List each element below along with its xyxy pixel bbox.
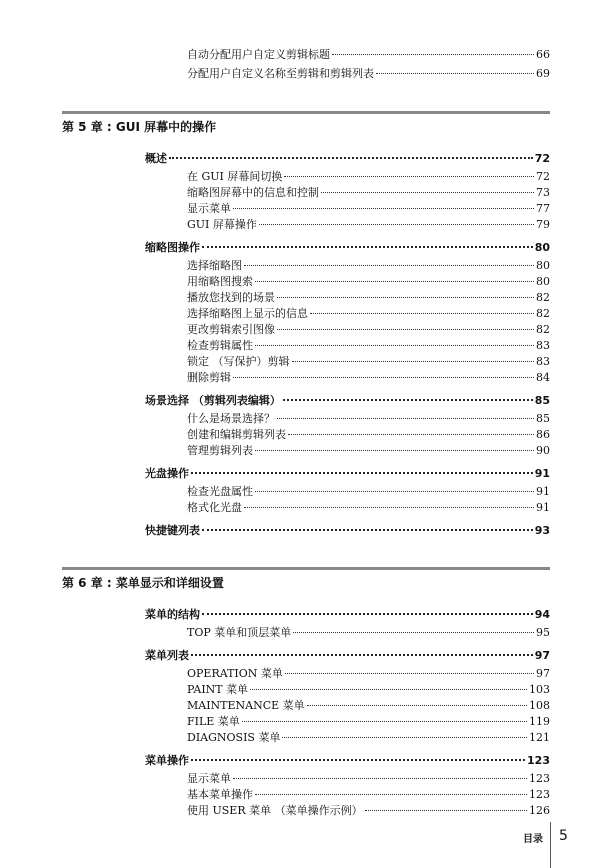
toc-page-number: 123 [529, 788, 550, 801]
toc-subitem-title: 管理剪辑列表 [187, 444, 253, 457]
toc-subitem[interactable] [187, 305, 550, 321]
toc-subitem-title: 格式化光盘 [187, 501, 242, 514]
toc-subitem[interactable] [187, 257, 550, 273]
toc-subitem-title: 选择缩略图上显示的信息 [187, 307, 308, 320]
toc-subitem[interactable] [187, 321, 550, 337]
leader-dots [202, 529, 533, 531]
toc-subitem[interactable] [187, 802, 550, 818]
toc-subitem-title: 基本菜单操作 [187, 788, 253, 801]
toc-page-number: 84 [536, 371, 550, 384]
toc-subitem-title: 检查剪辑属性 [187, 339, 253, 352]
leader-dots [191, 759, 525, 761]
toc-subitem[interactable] [187, 168, 550, 184]
toc-subitem-title: 锁定 （写保护）剪辑 [187, 355, 290, 368]
toc-page-number: 66 [536, 48, 550, 61]
toc-page-number: 123 [527, 754, 550, 767]
leader-dots [277, 329, 534, 330]
leader-dots [233, 208, 534, 209]
toc-page-number: 83 [536, 355, 550, 368]
toc-subitem-title: OPERATION 菜单 [187, 667, 283, 680]
leader-dots [233, 778, 527, 779]
toc-subitem-title: 显示菜单 [187, 772, 231, 785]
toc-subitem[interactable] [187, 499, 550, 515]
toc-page-number: 80 [534, 241, 550, 254]
toc-subitem-title: 检查光盘属性 [187, 485, 253, 498]
toc-page-number: 77 [536, 202, 550, 215]
leader-dots [202, 613, 533, 615]
toc-subitem[interactable] [187, 65, 550, 81]
toc-subitem-title: TOP 菜单和顶层菜单 [187, 626, 292, 639]
toc-page-number: 108 [529, 699, 550, 712]
leader-dots [283, 399, 533, 401]
toc-section-title: 菜单的结构 [145, 608, 200, 621]
toc-section-title: 概述 [145, 152, 167, 165]
toc-page-number: 103 [529, 683, 550, 696]
leader-dots [191, 654, 533, 656]
leader-dots [277, 297, 534, 298]
toc-subitem[interactable] [187, 665, 550, 681]
toc-subitem[interactable] [187, 483, 550, 499]
toc-section-title: 缩略图操作 [145, 241, 200, 254]
toc-page-number: 94 [534, 608, 550, 621]
toc-page-number: 72 [536, 170, 550, 183]
leader-dots [293, 632, 534, 633]
leader-dots [365, 810, 527, 811]
toc-page-number: 93 [534, 524, 550, 537]
toc-subitem[interactable] [187, 786, 550, 802]
toc-section[interactable] [145, 465, 550, 481]
toc-subitem[interactable] [187, 273, 550, 289]
leader-dots [284, 176, 534, 177]
toc-subitem-title: 使用 USER 菜单 （菜单操作示例） [187, 804, 363, 817]
toc-subitem[interactable] [187, 216, 550, 232]
toc-page-number: 79 [536, 218, 550, 231]
leader-dots [292, 361, 535, 362]
leader-dots [255, 794, 527, 795]
toc-section[interactable] [145, 606, 550, 622]
leader-dots [169, 157, 533, 159]
toc-subitem[interactable] [187, 426, 550, 442]
toc-subitem-title: 什么是场景选择？ [187, 412, 275, 425]
leader-dots [376, 73, 534, 74]
leader-dots [321, 192, 534, 193]
leader-dots [285, 673, 534, 674]
toc-page-number: 119 [529, 715, 550, 728]
footer-section-label: 目录 [523, 834, 543, 845]
toc-page-number: 72 [534, 152, 550, 165]
chapter-divider [62, 567, 550, 570]
toc-page-number: 121 [529, 731, 550, 744]
leader-dots [277, 418, 534, 419]
leader-dots [242, 721, 527, 722]
leader-dots [244, 265, 534, 266]
leader-dots [255, 281, 534, 282]
toc-page-number: 82 [536, 307, 550, 320]
leader-dots [255, 450, 534, 451]
toc-page-number: 90 [536, 444, 550, 457]
toc-page-number: 95 [536, 626, 550, 639]
toc-subitem-title: 缩略图屏幕中的信息和控制 [187, 186, 319, 199]
toc-page-number: 83 [536, 339, 550, 352]
toc-subitem[interactable] [187, 46, 550, 62]
toc-page-number: 91 [536, 501, 550, 514]
leader-dots [255, 345, 534, 346]
toc-page-number: 91 [534, 467, 550, 480]
toc-subitem[interactable] [187, 200, 550, 216]
toc-page-number: 91 [536, 485, 550, 498]
leader-dots [259, 224, 534, 225]
toc-page-number: 86 [536, 428, 550, 441]
toc-subitem[interactable] [187, 624, 550, 640]
toc-section[interactable] [145, 239, 550, 255]
toc-subitem[interactable] [187, 697, 550, 713]
toc-subitem[interactable] [187, 353, 550, 369]
toc-subitem[interactable] [187, 442, 550, 458]
toc-subitem[interactable] [187, 184, 550, 200]
toc-subitem-title: GUI 屏幕操作 [187, 218, 257, 231]
toc-section[interactable] [145, 647, 550, 663]
toc-page-number: 123 [529, 772, 550, 785]
toc-subitem-title: FILE 菜单 [187, 715, 240, 728]
toc-subitem-title: 自动分配用户自定义剪辑标题 [187, 48, 330, 61]
toc-subitem-title: MAINTENANCE 菜单 [187, 699, 305, 712]
chapter-title: 第 6 章 : 菜单显示和详细设置 [62, 576, 224, 590]
toc-section-title: 光盘操作 [145, 467, 189, 480]
leader-dots [282, 737, 527, 738]
toc-subitem-title: 显示菜单 [187, 202, 231, 215]
leader-dots [288, 434, 534, 435]
leader-dots [255, 491, 534, 492]
toc-subitem[interactable] [187, 410, 550, 426]
toc-section[interactable] [145, 392, 550, 408]
toc-page-number: 85 [534, 394, 550, 407]
toc-page-number: 97 [534, 649, 550, 662]
leader-dots [191, 472, 533, 474]
chapter-title: 第 5 章 : GUI 屏幕中的操作 [62, 120, 217, 134]
toc-subitem[interactable] [187, 729, 550, 745]
leader-dots [332, 54, 534, 55]
toc-page-number: 97 [536, 667, 550, 680]
toc-page-number: 80 [536, 275, 550, 288]
toc-page-number: 82 [536, 323, 550, 336]
leader-dots [307, 705, 527, 706]
toc-subitem-title: 播放您找到的场景 [187, 291, 275, 304]
toc-subitem[interactable] [187, 337, 550, 353]
page-number: 5 [559, 828, 568, 844]
toc-subitem-title: 删除剪辑 [187, 371, 231, 384]
toc-subitem[interactable] [187, 289, 550, 305]
toc-subitem-title: 更改剪辑索引图像 [187, 323, 275, 336]
toc-subitem-title: PAINT 菜单 [187, 683, 249, 696]
toc-page-number: 82 [536, 291, 550, 304]
leader-dots [310, 313, 534, 314]
leader-dots [244, 507, 534, 508]
chapter-divider [62, 111, 550, 114]
toc-subitem-title: 分配用户自定义名称至剪辑和剪辑列表 [187, 67, 374, 80]
toc-section[interactable] [145, 150, 550, 166]
toc-page-number: 69 [536, 67, 550, 80]
toc-subitem[interactable] [187, 369, 550, 385]
toc-subitem-title: 在 GUI 屏幕间切换 [187, 170, 283, 183]
toc-section-title: 快捷键列表 [145, 524, 200, 537]
toc-section-title: 菜单列表 [145, 649, 189, 662]
toc-subitem[interactable] [187, 713, 550, 729]
toc-subitem-title: 选择缩略图 [187, 259, 242, 272]
toc-section[interactable] [145, 522, 550, 538]
leader-dots [202, 246, 533, 248]
leader-dots [250, 689, 527, 690]
toc-page-number: 126 [529, 804, 550, 817]
toc-subitem[interactable] [187, 770, 550, 786]
toc-section-title: 菜单操作 [145, 754, 189, 767]
toc-section[interactable] [145, 752, 550, 768]
toc-subitem[interactable] [187, 681, 550, 697]
toc-section-title: 场景选择 （剪辑列表编辑） [145, 394, 281, 407]
toc-subitem-title: 创建和编辑剪辑列表 [187, 428, 286, 441]
toc-subitem-title: DIAGNOSIS 菜单 [187, 731, 281, 744]
leader-dots [233, 377, 534, 378]
toc-page-number: 73 [536, 186, 550, 199]
toc-page-number: 85 [536, 412, 550, 425]
toc-page-number: 80 [536, 259, 550, 272]
footer-divider [550, 822, 551, 868]
toc-subitem-title: 用缩略图搜索 [187, 275, 253, 288]
